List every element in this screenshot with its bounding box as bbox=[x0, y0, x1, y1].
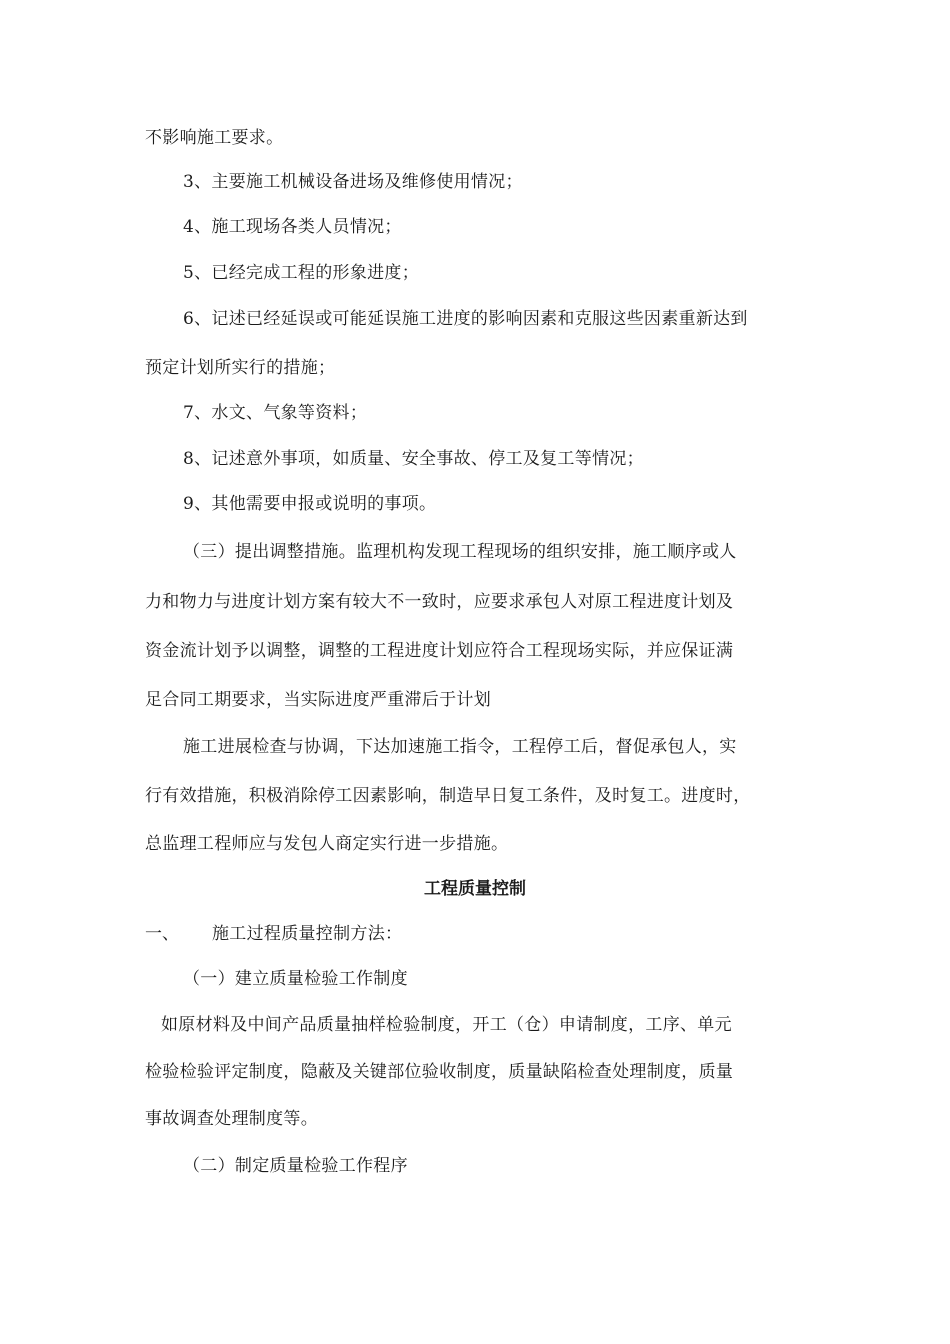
paragraph-adjustment-line-2: 力和物力与进度计划方案有较大不一致时，应要求承包人对原工程进度计划及 bbox=[145, 592, 734, 612]
paragraph-adjustment-line-3: 资金流计划予以调整，调整的工程进度计划应符合工程现场实际，并应保证满 bbox=[145, 641, 734, 661]
list-item-4: 4、施工现场各类人员情况； bbox=[183, 217, 402, 237]
list-item-3: 3、主要施工机械设备进场及维修使用情况； bbox=[183, 172, 523, 192]
section-one-number: 一、 bbox=[145, 924, 179, 944]
paragraph-coordination-line-1: 施工进展检查与协调，下达加速施工指令，工程停工后，督促承包人，实 bbox=[183, 737, 737, 757]
paragraph-coordination-line-2: 行有效措施，积极消除停工因素影响，制造早日复工条件，及时复工。进度时， bbox=[145, 786, 751, 806]
paragraph-quality-line-1: 如原材料及中间产品质量抽样检验制度，开工（仓）申请制度，工序、单元 bbox=[161, 1015, 732, 1035]
paragraph-adjustment-line-4: 足合同工期要求，当实际进度严重滞后于计划 bbox=[145, 690, 491, 710]
list-item-9: 9、其他需要申报或说明的事项。 bbox=[183, 494, 437, 514]
list-item-6-continued: 预定计划所实行的措施； bbox=[145, 358, 336, 378]
paragraph-adjustment-line-1: （三）提出调整措施。监理机构发现工程现场的组织安排，施工顺序或人 bbox=[183, 542, 737, 562]
subsection-one-title: （一）建立质量检验工作制度 bbox=[183, 969, 408, 989]
paragraph-quality-line-2: 检验检验评定制度，隐蔽及关键部位验收制度，质量缺陷检查处理制度，质量 bbox=[145, 1062, 734, 1082]
paragraph-line: 不影响施工要求。 bbox=[145, 128, 284, 148]
paragraph-quality-line-3: 事故调查处理制度等。 bbox=[145, 1109, 318, 1129]
list-item-7: 7、水文、气象等资料； bbox=[183, 403, 368, 423]
paragraph-coordination-line-3: 总监理工程师应与发包人商定实行进一步措施。 bbox=[145, 834, 509, 854]
list-item-6: 6、记述已经延误或可能延误施工进度的影响因素和克服这些因素重新达到 bbox=[183, 309, 748, 329]
list-item-8: 8、记述意外事项，如质量、安全事故、停工及复工等情况； bbox=[183, 449, 644, 469]
subsection-two-title: （二）制定质量检验工作程序 bbox=[183, 1156, 408, 1176]
section-one-title: 施工过程质量控制方法： bbox=[212, 924, 403, 944]
list-item-5: 5、已经完成工程的形象进度； bbox=[183, 263, 420, 283]
section-title: 工程质量控制 bbox=[424, 879, 526, 899]
